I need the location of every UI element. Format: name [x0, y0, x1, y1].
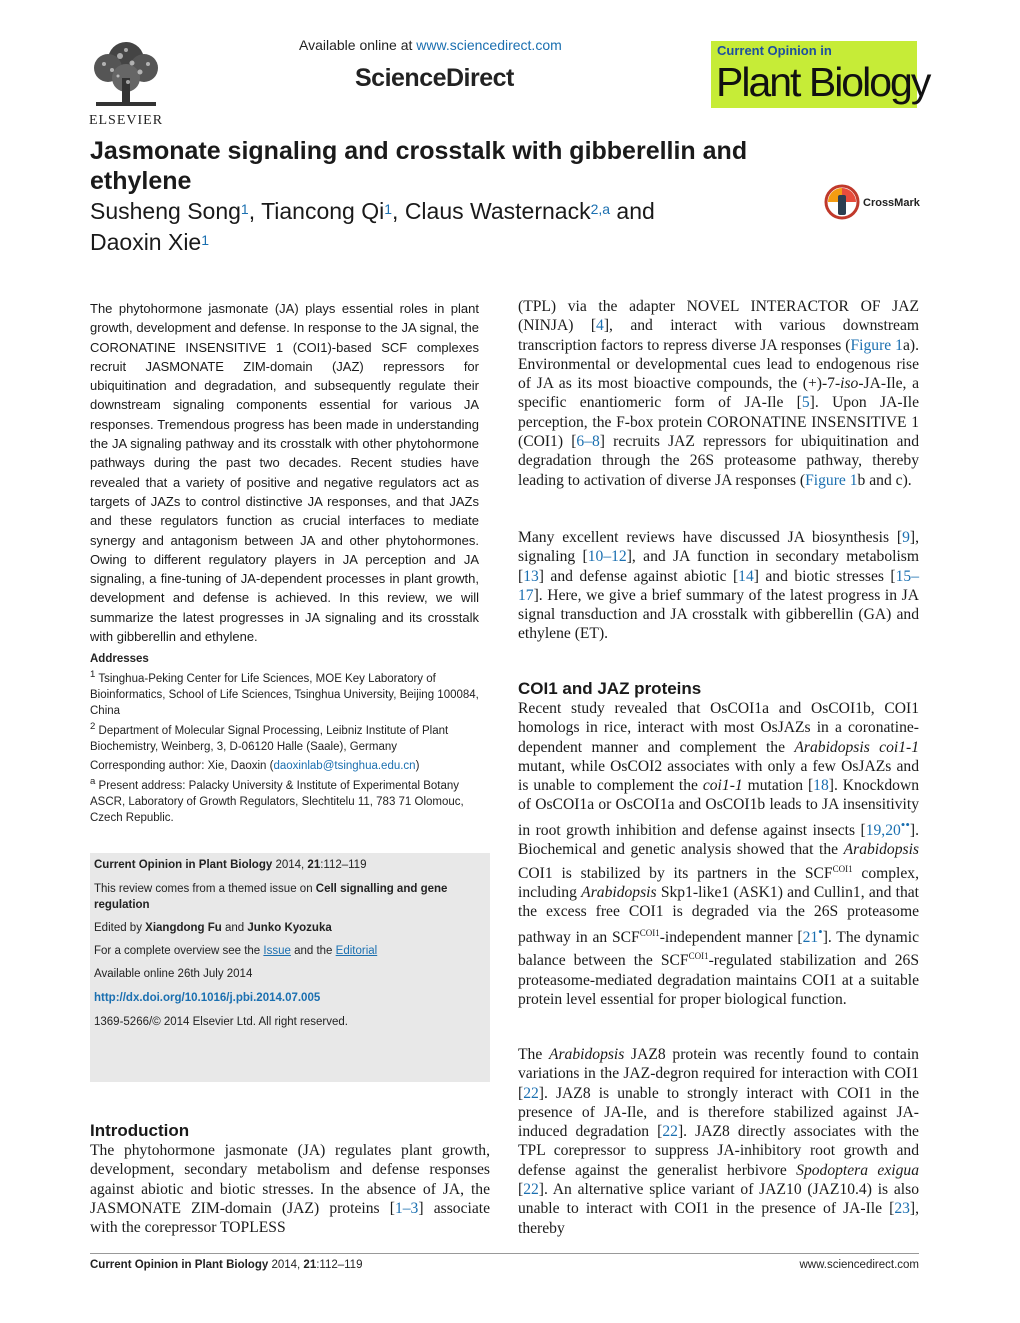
editorial-link[interactable]: Editorial [335, 945, 378, 957]
reference-link[interactable]: 9 [902, 529, 910, 546]
author-affiliation[interactable]: 2,a [590, 201, 611, 217]
crossmark-badge[interactable] [823, 184, 933, 220]
available-online: Available online at www.sciencedirect.com [299, 37, 562, 53]
journal-banner[interactable] [711, 41, 930, 108]
footer-citation: Current Opinion in Plant Biology 2014, 21:112–119 [90, 1259, 363, 1271]
crossmark-icon [823, 184, 861, 220]
author-name: Claus Wasternack [404, 198, 591, 224]
introduction-heading: Introduction [90, 1121, 190, 1140]
author-affiliation[interactable]: 1 [240, 201, 249, 217]
present-address: $^a$ Present address: Palacky University & Institute of Experimental Botany ASCR, Laboratory of Growth Regulators, Slechtitelu 11, 783 71 Olomouc, Czech Republic. [90, 776, 464, 824]
author-name: Tiancong Qi [261, 198, 385, 224]
reference-link[interactable]: 13 [523, 567, 539, 585]
correspondence: Corresponding author: Xie, Daoxin (daoxinlab@tsinghua.edu.cn) $^a$ Present address: Palacky University & Institute of Experimental Botany ASCR, Laboratory of Growth Regulators, Slechtitelu 11, 783 71 Olomouc, Czech Republic. [90, 758, 490, 826]
reference-link[interactable]: 23 [894, 1200, 910, 1218]
reference-link[interactable]: 19,20•• [865, 816, 910, 839]
issue-link[interactable]: Issue [263, 945, 291, 957]
themed-issue: This review comes from a themed issue on Cell signalling and gene regulation [94, 883, 448, 911]
body-paragraph: Many excellent reviews have discussed JA biosynthesis [9], signaling [10–12], and JA function in secondary metabolism [13] and defense against abiotic [14] and biotic stresses [15–17]. Here, we give a brief summary of the latest progress in JA signal transduction and JA crosstalk with gibberellin (GA) and ethylene (ET). [518, 529, 919, 643]
journal-banner-top: Current Opinion in [717, 43, 832, 58]
article-title: Jasmonate signaling and crosstalk with gibberellin and ethylene [90, 137, 748, 195]
addresses [90, 651, 490, 755]
figure-link[interactable]: Figure 1 [850, 336, 903, 354]
reference-link[interactable]: 22 [523, 1181, 539, 1199]
doi-link[interactable]: http://dx.doi.org/10.1016/j.pbi.2014.07.005 [94, 992, 321, 1004]
reference-link[interactable]: 22 [662, 1123, 678, 1141]
crossmark-label: CrossMark [863, 197, 920, 209]
elsevier-name: ELSEVIER [88, 113, 164, 128]
addresses-heading: Addresses [90, 653, 149, 665]
body-paragraph: The Arabidopsis JAZ8 protein was recently found to contain variations in the JAZ-degron required for interaction with COI1 [22]. JAZ8 is unable to strongly interact with COI1 in the presence of JA-Ile, and is therefore stabilized against JA-induced degradation [22]. JAZ8 directly associates with the TPL corepressor to suppress JA-inhibitory root growth and defense against the generalist herbivore Spodoptera exigua [22]. An alternative splice variant of JAZ10 (JAZ10.4) is also unable to interact with COI1 in the presence of JA-Ile [23], thereby [518, 1046, 919, 1237]
email-link[interactable]: daoxinlab@tsinghua.edu.cn [273, 760, 416, 772]
coi1-heading: COI1 and JAZ proteins [518, 679, 702, 698]
abstract: The phytohormone jasmonate (JA) plays essential roles in plant growth, development and defense. In response to the JA signal, the CORONATINE INSENSITIVE 1 (COI1)-based SCF complexes recruit JASMONATE ZIM-domain (JAZ) repressors for ubiquitination and degradation, and subsequently regulate their downstream signaling components essential for various JA responses. Tremendous progress has been made in understanding the JA signaling pathway and its crosstalk with other phytohormone pathways during the past two decades. Recent studies have revealed that a variety of positive and negative regulators act as targets of JAZs to control distinctive JA responses, and that JAZs and these regulators function as crucial interfaces to mediate synergy and antagonism between JA and other phytohormones. Owing to different regulatory players in JA perception and JA signaling, a fine-tuning of JA-dependent processes in plant growth, development and defense is achieved. In this review, we will summarize the latest progresses in JA signaling and its crosstalk with gibberellin and ethylene. [90, 301, 479, 645]
reference-link[interactable]: 14 [738, 567, 754, 585]
author-affiliation[interactable]: 1 [201, 232, 210, 248]
available-date: Available online 26th July 2014 [94, 968, 253, 980]
sciencedirect-wordmark: ScienceDirect [355, 64, 514, 92]
reference-link[interactable]: 18 [813, 777, 829, 795]
body-paragraph: (TPL) via the adapter NOVEL INTERACTOR OF JAZ (NINJA) [4], and interact with various downstream transcription factors to repress diverse JA responses (Figure 1a). Environmental or developmental cues lead to endogenous rise of JA as its most bioactive compounds, the (+)-7-iso-JA-Ile, a specific enantiomeric form of JA-Ile [5]. Upon JA-Ile perception, the F-box protein CORONATINE INSENSITIVE 1 (COI1) [6–8] recruits JAZ repressors for ubiquitination and degradation through the 26S proteasome pathway, thereby leading to activation of diverse JA responses (Figure 1b and c). [518, 298, 919, 489]
copyright: 1369-5266/© 2014 Elsevier Ltd. All right reserved. [94, 1016, 348, 1028]
introduction-paragraph: The phytohormone jasmonate (JA) regulates plant growth, development, secondary metabolism and defense responses against abiotic and biotic stresses. In the absence of JA, the JASMONATE ZIM-domain (JAZ) proteins [1–3] associate with the corepressor TOPLESS [90, 1142, 491, 1237]
author-affiliation[interactable]: 1 [384, 201, 393, 217]
sciencedirect-link[interactable]: www.sciencedirect.com [416, 37, 562, 53]
reference-link[interactable]: 15–17 [518, 567, 919, 604]
footer-rule [90, 1253, 919, 1254]
reference-link[interactable]: 4 [596, 317, 604, 335]
journal-citation: Current Opinion in Plant Biology 2014, 21:112–119 [94, 859, 367, 871]
author-name: Susheng Song [90, 198, 241, 224]
reference-link[interactable]: 21• [802, 923, 823, 946]
author-name: Daoxin Xie [90, 229, 202, 255]
editors: Edited by Xiangdong Fu and Junko Kyozuka [94, 922, 332, 934]
address-item: $^2$ Department of Molecular Signal Processing, Leibniz Institute of Plant Biochemistry, Weinberg, 3, D-06120 Halle (Saale), Germany [90, 720, 449, 753]
figure-link[interactable]: Figure 1 [805, 471, 858, 489]
reference-link[interactable]: 1–3 [394, 1199, 419, 1217]
reference-link[interactable]: 6–8 [576, 433, 600, 451]
author-list: Susheng Song$^1$, Tiancong Qi$^1$, Claus Wasternack$^{2,a}$ and Daoxin Xie$^1$ [90, 198, 655, 255]
footer-url[interactable]: www.sciencedirect.com [799, 1259, 919, 1271]
elsevier-tree-logo [82, 38, 170, 112]
journal-banner-main: Plant Biology [716, 59, 930, 105]
reference-link[interactable]: 10–12 [587, 548, 627, 566]
address-item: $^1$ Tsinghua-Peking Center for Life Sciences, MOE Key Laboratory of Bioinformatics, School of Life Sciences, Tsinghua University, Beijing 100084, China [90, 669, 479, 717]
body-paragraph: Recent study revealed that OsCOI1a and OsCOI1b, COI1 homologs in rice, interact with most OsJAZs in a coronatine-dependent manner and complement the Arabidopsis coi1-1 mutant, while OsCOI2 associates with only a few OsJAZs and is unable to complement the coi1-1 mutation [18]. Knockdown of OsCOI1a or OsCOI1a and OsCOI1b leads to JA insensitivity in root growth inhibition and defense against insects [19,20••]. Biochemical and genetic analysis showed that the Arabidopsis COI1 is stabilized by its partners in the $SCF^{COI1}$ complex, including Arabidopsis Skp1-like1 (ASK1) and Cullin1, and that the excess free COI1 is degraded via the 26S proteasome pathway in an $SCF^{COI1}$-independent manner [21•]. The dynamic balance between the $SCF^{COI1}$-regulated stabilization and 26S proteasome-mediated degradation maintains COI1 at a suitable protein level essential for proper biological function. [518, 700, 920, 1008]
reference-link[interactable]: 5 [801, 394, 810, 412]
overview: For a complete overview see the Issue and the Editorial [94, 945, 378, 957]
article-info-box [90, 853, 490, 1082]
reference-link[interactable]: 22 [523, 1084, 539, 1102]
